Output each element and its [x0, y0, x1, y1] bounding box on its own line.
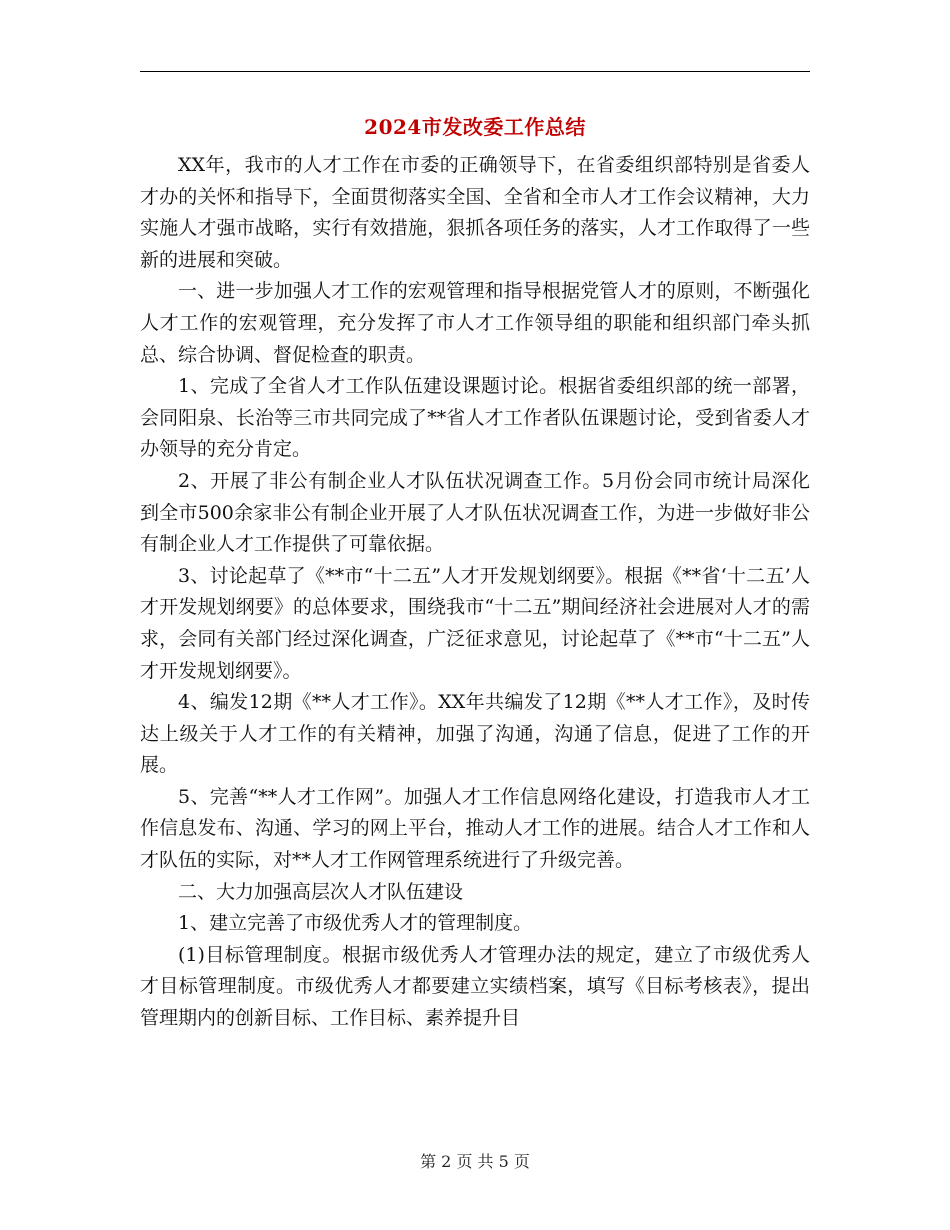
page-footer: 第 2 页 共 5 页 — [420, 1152, 530, 1171]
paragraph: 1、完成了全省人才工作队伍建设课题讨论。根据省委组织部的统一部署，会同阳泉、长治等三市共同完成了**省人才工作者队伍课题讨论，受到省委人才办领导的充分肯定。 — [140, 375, 810, 461]
paragraph: 一、进一步加强人才工作的宏观管理和指导根据党管人才的原则，不断强化人才工作的宏观管理，充分发挥了市人才工作领导组的职能和组织部门牵头抓总、综合协调、督促检查的职责。 — [140, 280, 810, 366]
section-heading: 二、大力加强高层次人才队伍建设 — [178, 880, 464, 903]
paragraph: 2、开展了非公有制企业人才队伍状况调查工作。5月份会同市统计局深化到全市500余家非公有制企业开展了人才队伍状况调查工作，为进一步做好非公有制企业人才工作提供了可靠依据。 — [140, 469, 810, 556]
paragraph: 4、编发12期《**人才工作》。XX年共编发了12期《**人才工作》，及时传达上级关于人才工作的有关精神，加强了沟通，沟通了信息，促进了工作的开展。 — [140, 691, 810, 777]
paragraph: XX年，我市的人才工作在市委的正确领导下，在省委组织部特别是省委人才办的关怀和指导下，全面贯彻落实全国、全省和全市人才工作会议精神，大力实施人才强市战略，实行有效措施，狠抓各项任务的落实，人才工作取得了一些新的进展和突破。 — [140, 154, 810, 271]
paragraph: 1、建立完善了市级优秀人才的管理制度。 — [178, 912, 533, 935]
header-rule — [140, 71, 810, 72]
paragraph: 5、完善“**人才工作网”。加强人才工作信息网络化建设，打造我市人才工作信息发布、沟通、学习的网上平台，推动人才工作的进展。结合人才工作和人才队伍的实际，对**人才工作网管理系统进行了升级完善。 — [140, 785, 810, 872]
document-body — [140, 150, 810, 1035]
paragraph: 3、讨论起草了《**市“十二五”人才开发规划纲要》。根据《**省‘十二五’人才开发规划纲要》的总体要求，围绕我市“十二五”期间经济社会进展对人才的需求，会同有关部门经过深化调查，广泛征求意见，讨论起草了《**市“十二五”人才开发规划纲要》。 — [140, 564, 810, 682]
document-title: 2024市发改委工作总结 — [364, 115, 586, 139]
paragraph: (1)目标管理制度。根据市级优秀人才管理办法的规定，建立了市级优秀人才目标管理制度。市级优秀人才都要建立实绩档案，填写《目标考核表》，提出管理期内的创新目标、工作目标、素养提升目 — [140, 943, 810, 1030]
